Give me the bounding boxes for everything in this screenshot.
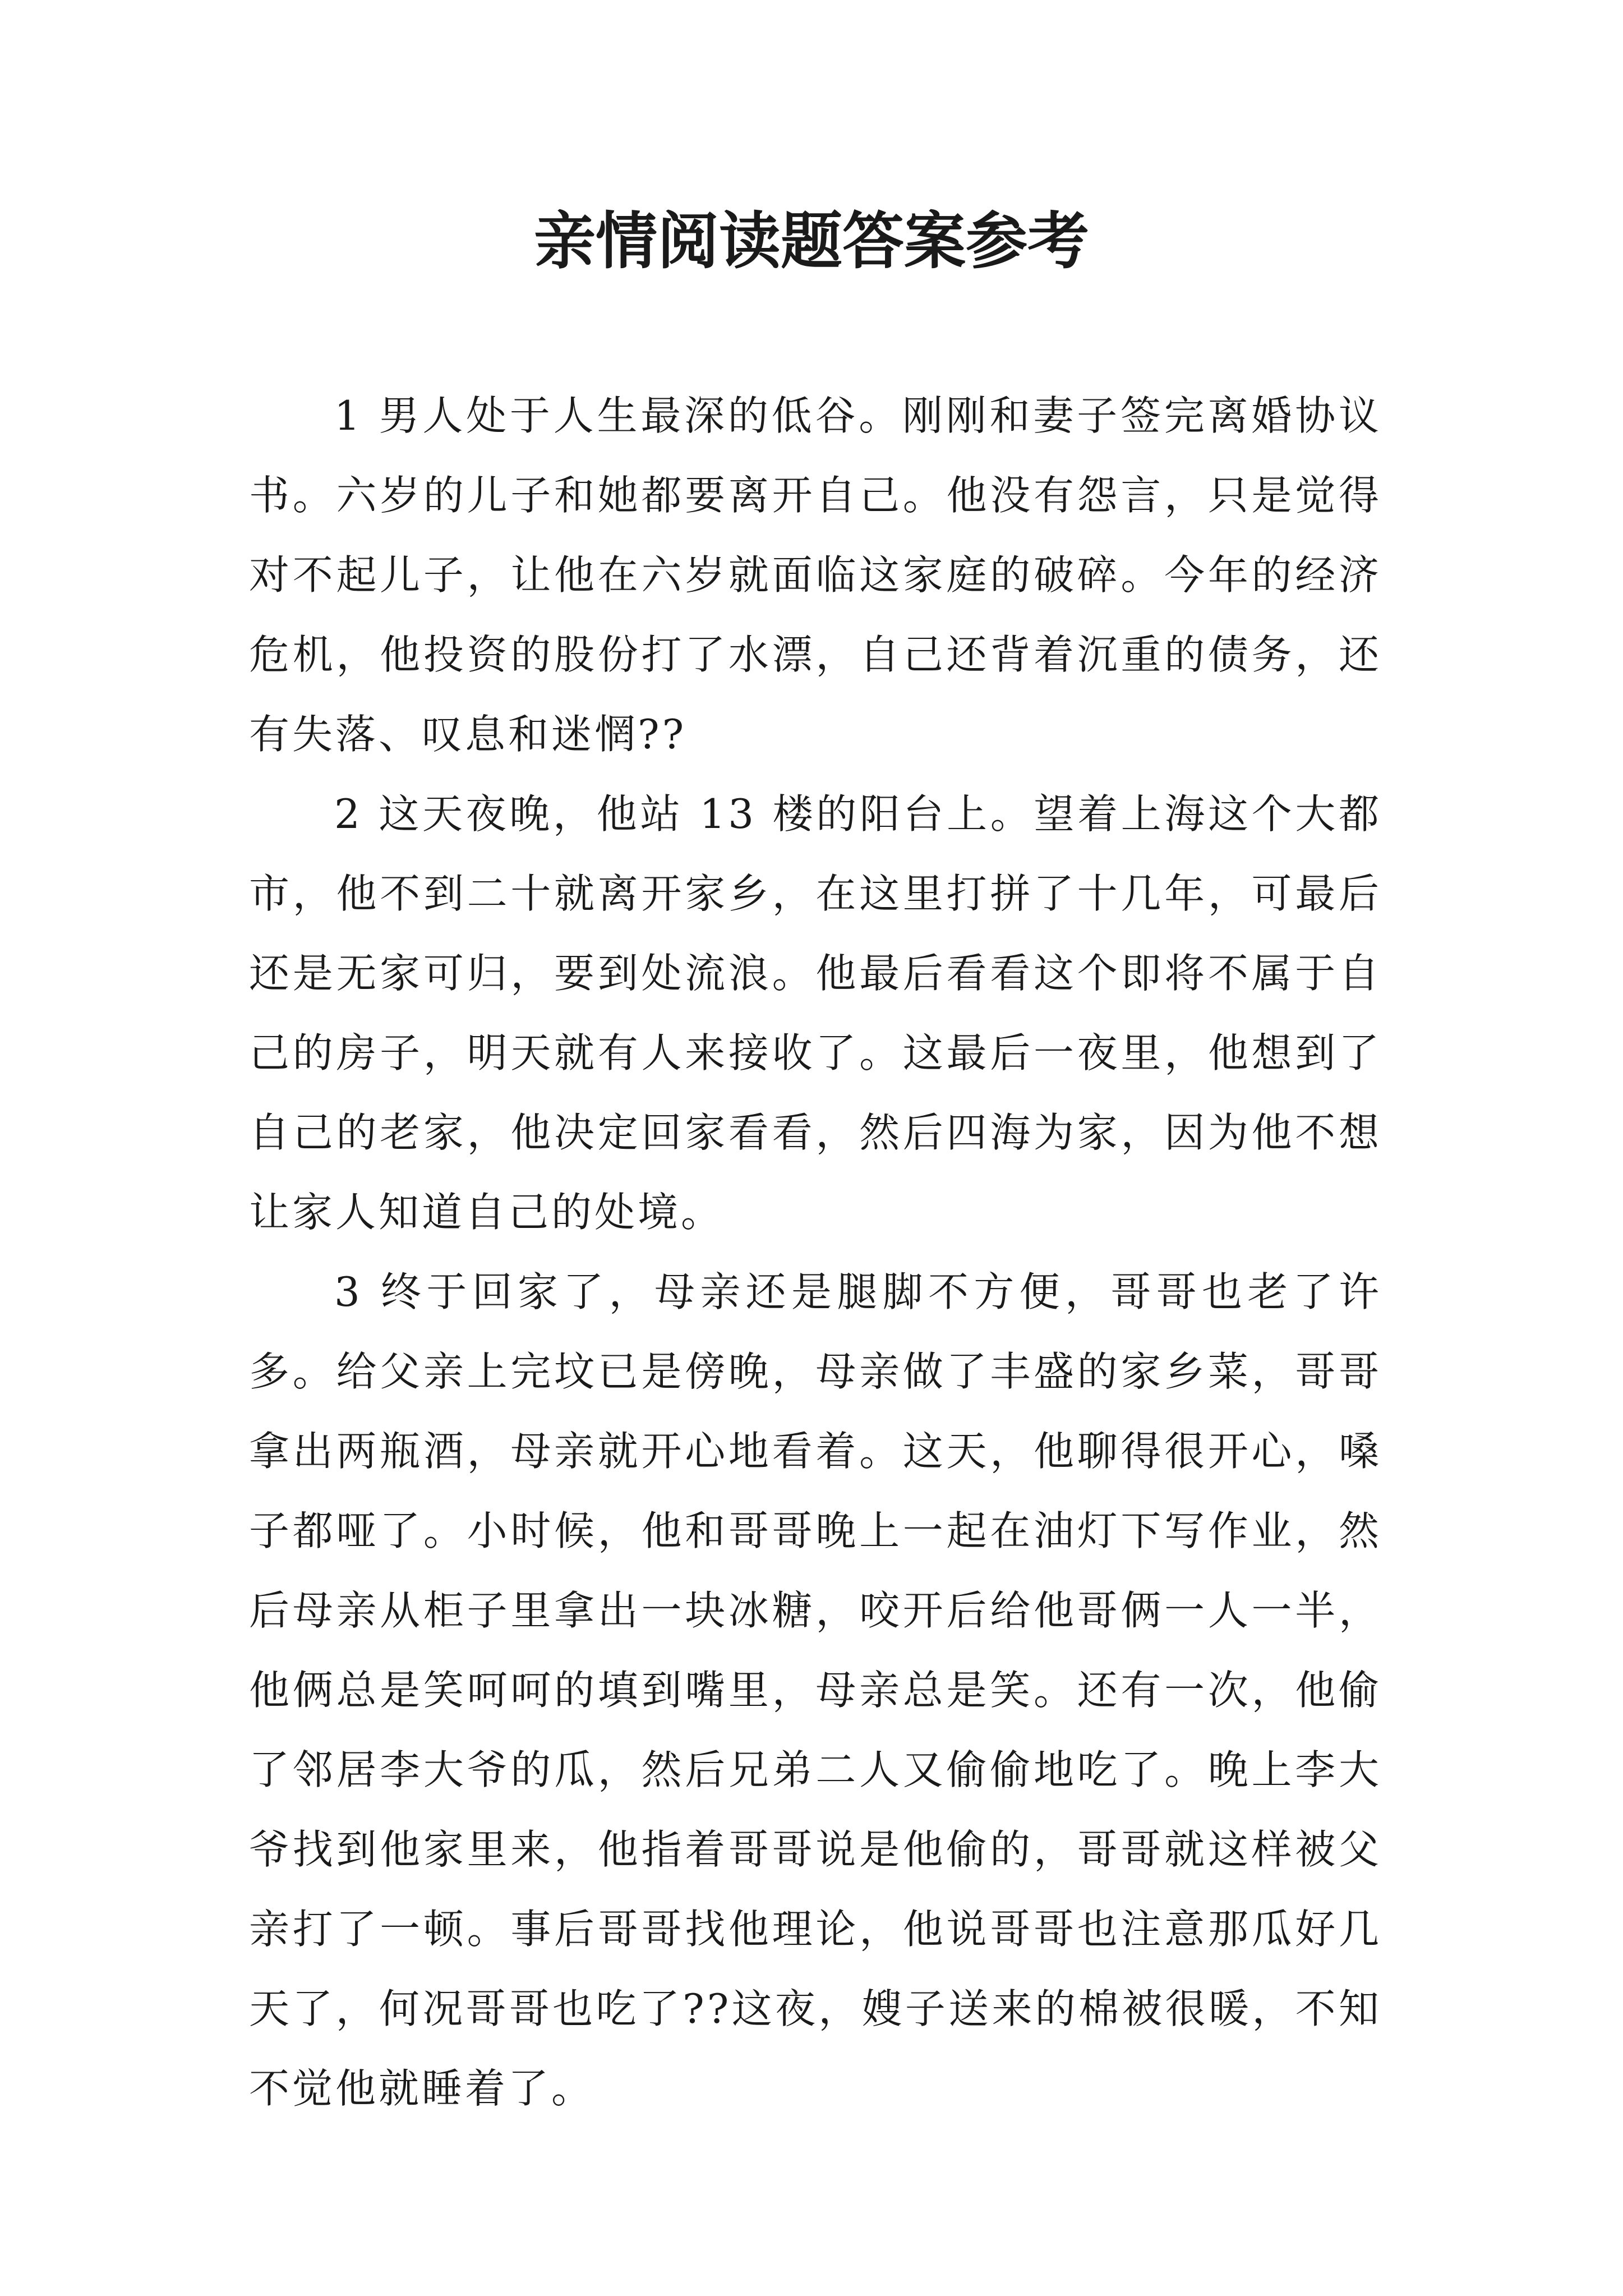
- document-title: 亲情阅读题答案参考: [534, 205, 1089, 277]
- paragraph-2: 2 这天夜晚，他站 13 楼的阳台上。望着上海这个大都市，他不到二十就离开家乡，在这里打拼了十几年，可最后还是无家可归，要到处流浪。他最后看看这个即将不属于自己的房子，明天就有人来接收了。这最后一夜里，他想到了自己的老家，他决定回家看看，然后四海为家，因为他不想让家人知道自己的处境。: [249, 790, 1382, 1236]
- paragraph-3: 3 终于回家了，母亲还是腿脚不方便，哥哥也老了许多。给父亲上完坟已是傍晚，母亲做了丰盛的家乡菜，哥哥拿出两瓶酒，母亲就开心地看着。这天，他聊得很开心，嗓子都哑了。小时候，他和哥哥晚上一起在油灯下写作业，然后母亲从柜子里拿出一块冰糖，咬开后给他哥俩一人一半，他俩总是笑呵呵的填到嘴里，母亲总是笑。还有一次，他偷了邻居李大爷的瓜，然后兄弟二人又偷偷地吃了。晚上李大爷找到他家里来，他指着哥哥说是他偷的，哥哥就这样被父亲打了一顿。事后哥哥找他理论，他说哥哥也注意那瓜好几天了，何况哥哥也吃了??这夜，嫂子送来的棉被很暖，不知不觉他就睡着了。: [249, 1268, 1382, 2112]
- document-body: [249, 376, 1382, 2128]
- paragraph-1: 1 男人处于人生最深的低谷。刚刚和妻子签完离婚协议书。六岁的儿子和她都要离开自己。他没有怨言，只是觉得对不起儿子，让他在六岁就面临这家庭的破碎。今年的经济危机，他投资的股份打了水漂，自己还背着沉重的债务，还有失落、叹息和迷惘??: [249, 392, 1382, 758]
